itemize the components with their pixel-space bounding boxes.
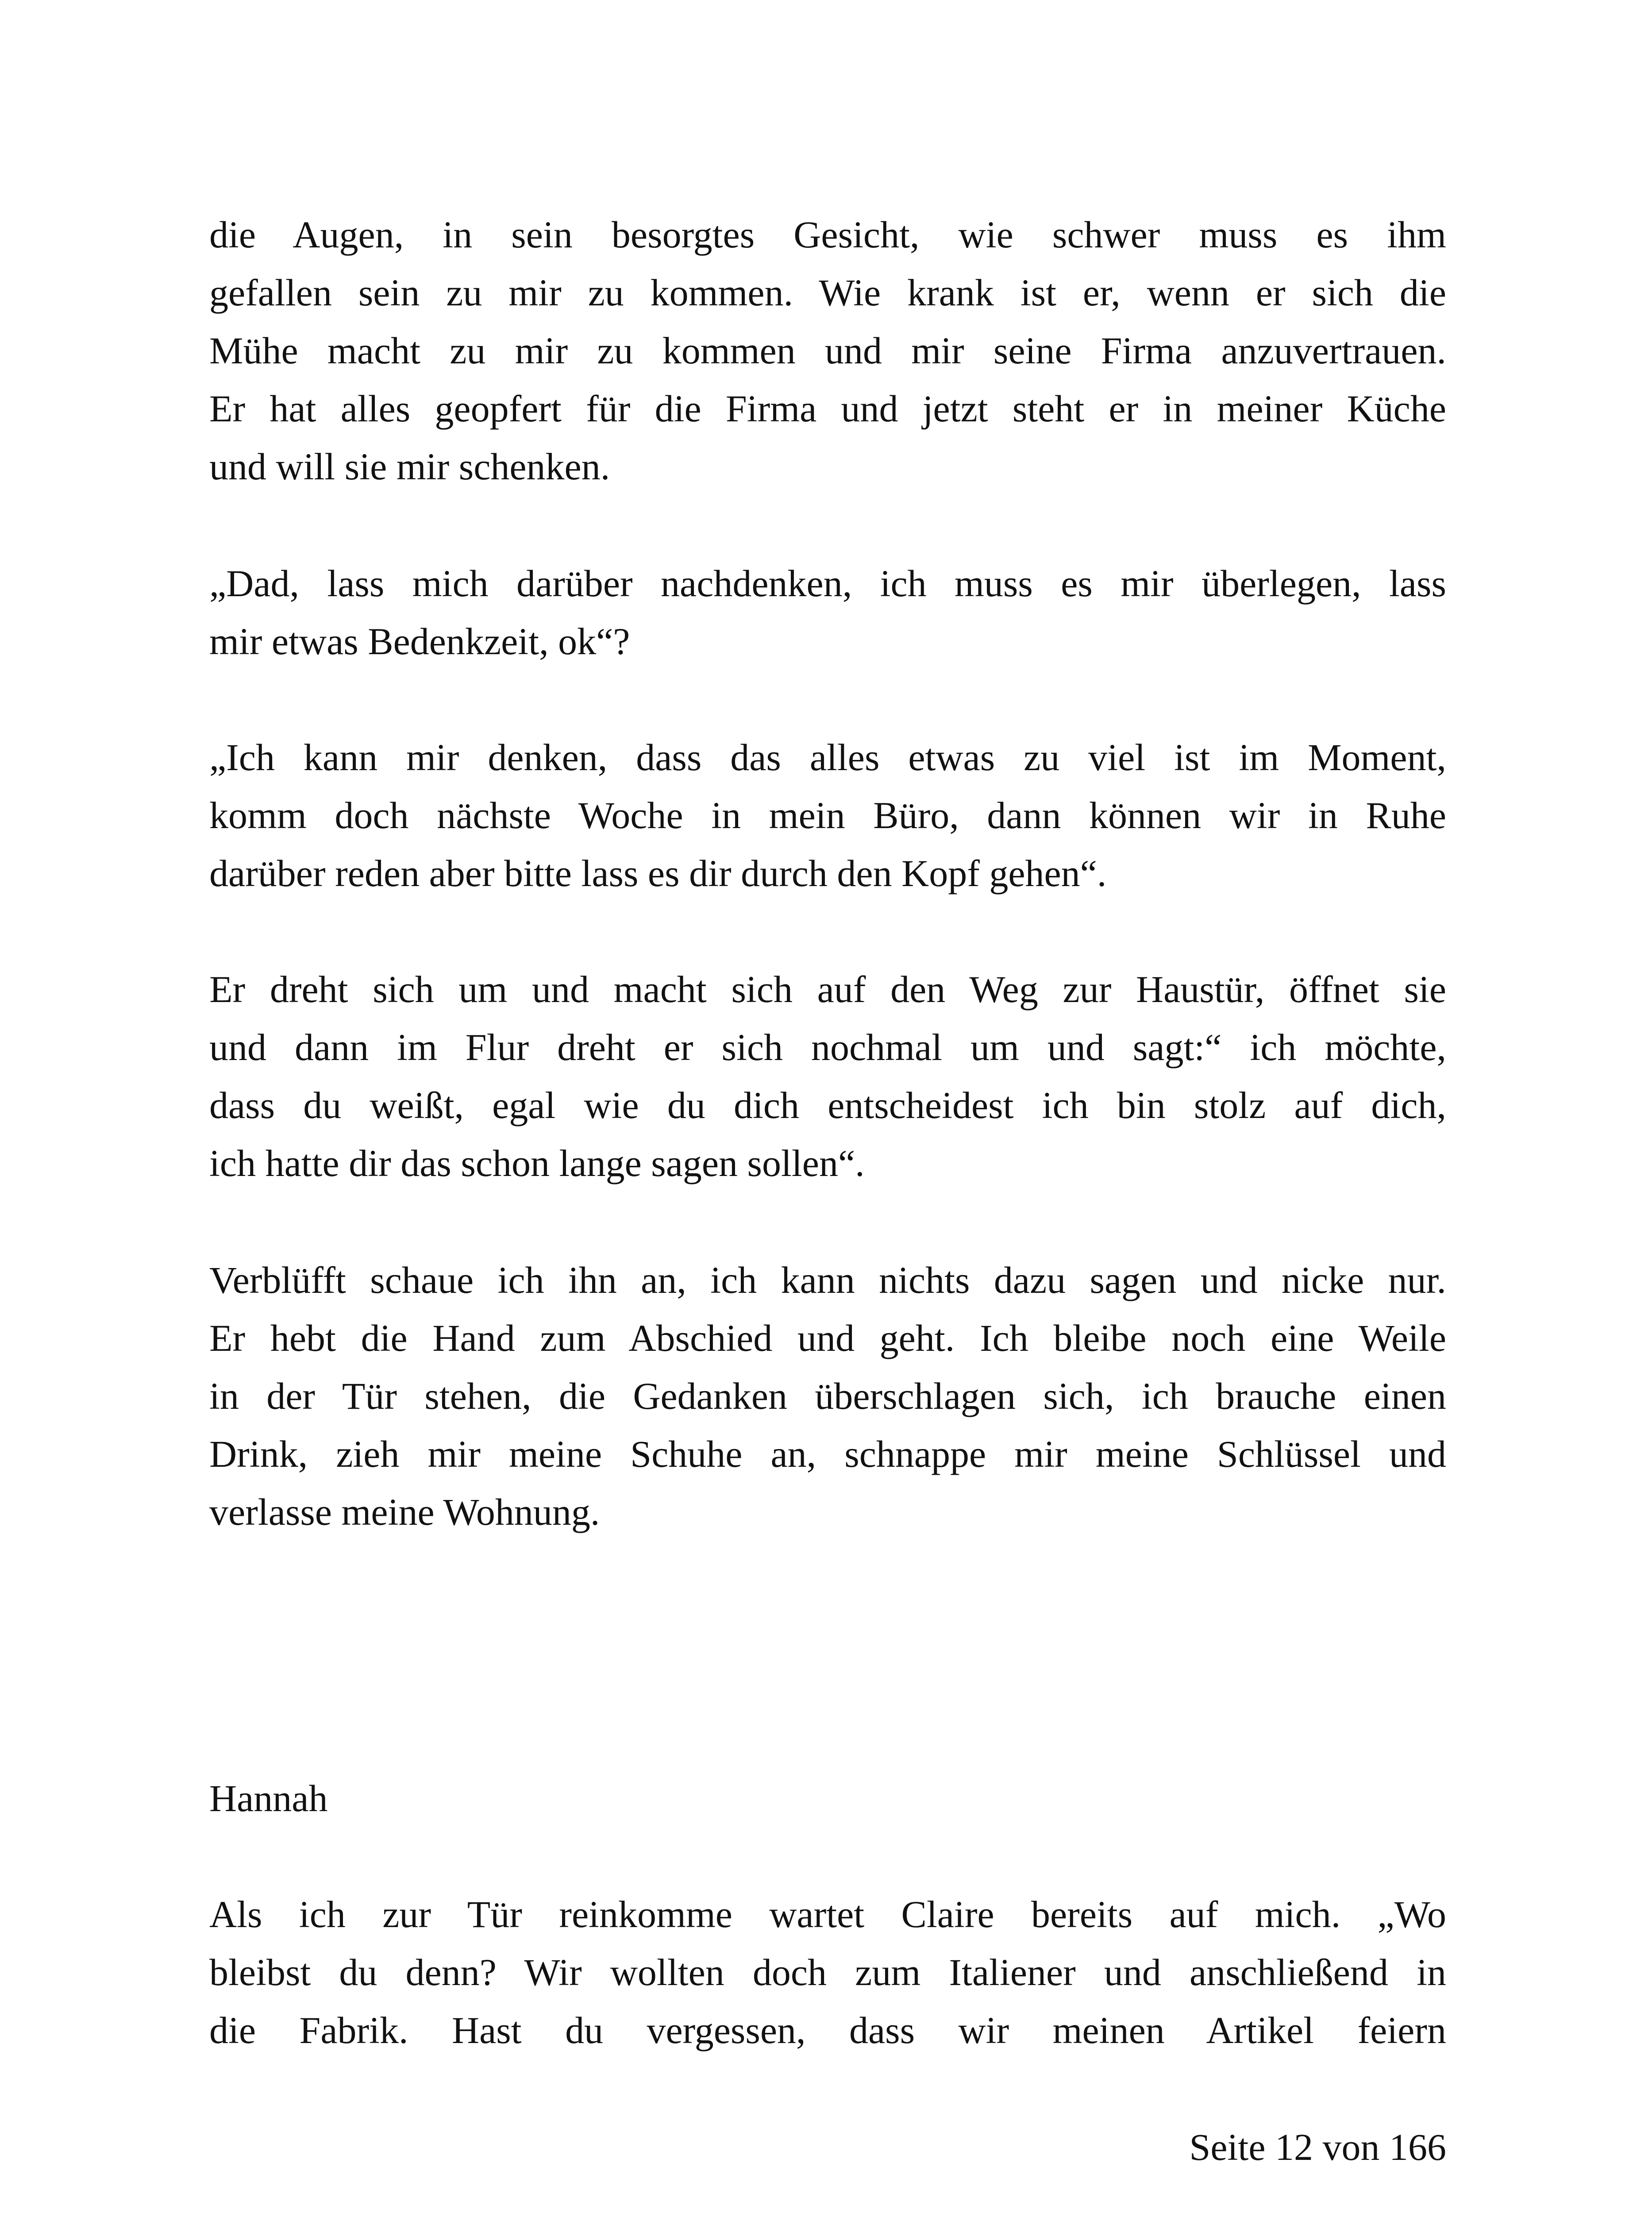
- text-line: die Augen, in sein besorgtes Gesicht, wie schwer muss es ihm: [209, 213, 1446, 256]
- paragraph-3: [209, 729, 1446, 902]
- text-line: Er dreht sich um und macht sich auf den Weg zur Haustür, öffnet sie: [209, 968, 1446, 1010]
- text-line: Er hat alles geopfert für die Firma und jetzt steht er in meiner Küche: [209, 387, 1446, 430]
- section-heading: [209, 1770, 1446, 1827]
- paragraph-2: [209, 555, 1446, 671]
- text-line: Mühe macht zu mir zu kommen und mir seine Firma anzuvertrauen.: [209, 329, 1446, 372]
- paragraph-5: [209, 1251, 1446, 1541]
- section-heading-text: Hannah: [209, 1777, 328, 1820]
- text-line: in der Tür stehen, die Gedanken überschlagen sich, ich brauche einen: [209, 1375, 1446, 1417]
- text-line: „Ich kann mir denken, dass das alles etwas zu viel ist im Moment,: [209, 736, 1446, 779]
- text-line: und will sie mir schenken.: [209, 445, 610, 488]
- text-line: die Fabrik. Hast du vergessen, dass wir meinen Artikel feiern: [209, 2009, 1446, 2051]
- text-line: Als ich zur Tür reinkomme wartet Claire bereits auf mich. „Wo: [209, 1893, 1446, 1935]
- text-line: ich hatte dir das schon lange sagen sollen“.: [209, 1142, 865, 1184]
- paragraph-4: [209, 960, 1446, 1192]
- text-line: „Dad, lass mich darüber nachdenken, ich muss es mir überlegen, lass: [209, 562, 1446, 605]
- text-line: Er hebt die Hand zum Abschied und geht. Ich bleibe noch eine Weile: [209, 1317, 1446, 1359]
- text-line: Drink, zieh mir meine Schuhe an, schnappe mir meine Schlüssel und: [209, 1433, 1446, 1475]
- text-line: verlasse meine Wohnung.: [209, 1491, 600, 1533]
- text-line: Verblüfft schaue ich ihn an, ich kann nichts dazu sagen und nicke nur.: [209, 1259, 1446, 1301]
- text-line: gefallen sein zu mir zu kommen. Wie krank ist er, wenn er sich die: [209, 271, 1446, 314]
- text-line: und dann im Flur dreht er sich nochmal um und sagt:“ ich möchte,: [209, 1026, 1446, 1068]
- paragraph-1: [209, 206, 1446, 496]
- text-line: bleibst du denn? Wir wollten doch zum Italiener und anschließend in: [209, 1951, 1446, 1993]
- text-line: darüber reden aber bitte lass es dir durch den Kopf gehen“.: [209, 852, 1107, 894]
- text-line: dass du weißt, egal wie du dich entscheidest ich bin stolz auf dich,: [209, 1084, 1446, 1126]
- page-number: Seite 12 von 166: [1189, 2126, 1446, 2168]
- paragraph-6: [209, 1885, 1446, 2059]
- text-line: mir etwas Bedenkzeit, ok“?: [209, 620, 630, 663]
- text-line: komm doch nächste Woche in mein Büro, dann können wir in Ruhe: [209, 794, 1446, 837]
